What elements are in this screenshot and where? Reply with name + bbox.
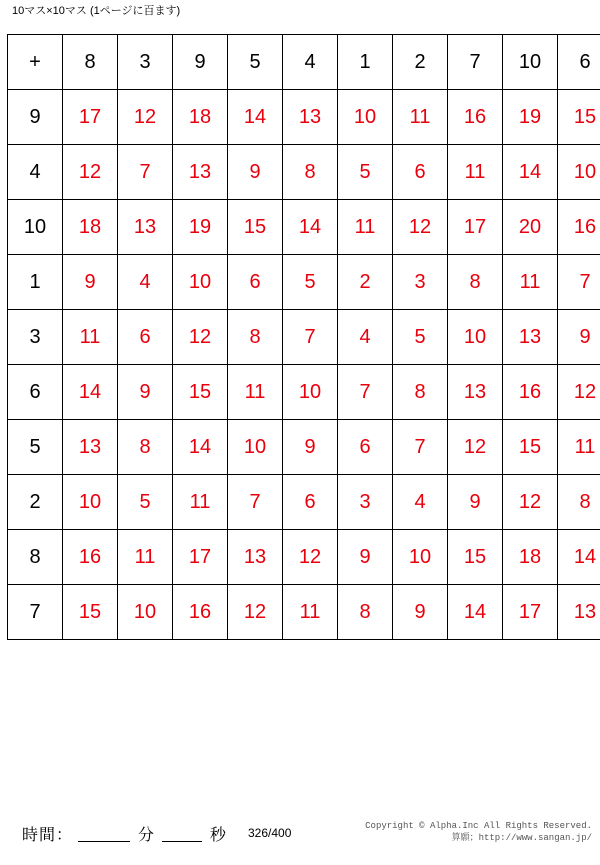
answer-cell-2-3[interactable]: 15 [228, 200, 283, 255]
col-header-6: 2 [393, 35, 448, 90]
answer-cell-6-1[interactable]: 8 [118, 420, 173, 475]
table-row [8, 365, 600, 420]
answer-cell-4-9[interactable]: 9 [558, 310, 600, 365]
answer-cell-7-3[interactable]: 7 [228, 475, 283, 530]
row-header-2: 10 [8, 200, 63, 255]
answer-cell-8-7[interactable]: 15 [448, 530, 503, 585]
answer-cell-2-2[interactable]: 19 [173, 200, 228, 255]
col-header-7: 7 [448, 35, 503, 90]
answer-cell-7-8[interactable]: 12 [503, 475, 558, 530]
answer-cell-3-0[interactable]: 9 [63, 255, 118, 310]
minutes-blank[interactable] [78, 823, 130, 842]
answer-cell-4-4[interactable]: 7 [283, 310, 338, 365]
answer-cell-2-9[interactable]: 16 [558, 200, 600, 255]
answer-cell-2-8[interactable]: 20 [503, 200, 558, 255]
copyright-block [365, 820, 592, 844]
row-header-9: 7 [8, 585, 63, 640]
col-header-0: 8 [63, 35, 118, 90]
answer-cell-7-9[interactable]: 8 [558, 475, 600, 530]
table-row [8, 475, 600, 530]
answer-cell-7-0[interactable]: 10 [63, 475, 118, 530]
seconds-blank[interactable] [162, 823, 202, 842]
answer-cell-5-5[interactable]: 7 [338, 365, 393, 420]
table-row [8, 90, 600, 145]
row-header-5: 6 [8, 365, 63, 420]
answer-cell-2-6[interactable]: 12 [393, 200, 448, 255]
row-header-1: 4 [8, 145, 63, 200]
operator-cell: + [8, 35, 63, 90]
col-header-1: 3 [118, 35, 173, 90]
answer-cell-8-1[interactable]: 11 [118, 530, 173, 585]
answer-cell-3-5[interactable]: 2 [338, 255, 393, 310]
answer-cell-8-8[interactable]: 18 [503, 530, 558, 585]
answer-cell-0-8[interactable]: 19 [503, 90, 558, 145]
answer-cell-4-1[interactable]: 6 [118, 310, 173, 365]
answer-cell-3-9[interactable]: 7 [558, 255, 600, 310]
answer-cell-5-2[interactable]: 15 [173, 365, 228, 420]
page-number: 326/400 [248, 826, 292, 840]
site-url-line: 算願；http://www.sangan.jp/ [451, 833, 592, 843]
answer-cell-0-0[interactable]: 17 [63, 90, 118, 145]
answer-cell-4-5[interactable]: 4 [338, 310, 393, 365]
answer-cell-5-9[interactable]: 12 [558, 365, 600, 420]
answer-cell-7-2[interactable]: 11 [173, 475, 228, 530]
answer-cell-1-5[interactable]: 5 [338, 145, 393, 200]
answer-cell-8-4[interactable]: 12 [283, 530, 338, 585]
answer-cell-9-2[interactable]: 16 [173, 585, 228, 640]
col-header-5: 1 [338, 35, 393, 90]
row-header-0: 9 [8, 90, 63, 145]
table-row [8, 145, 600, 200]
answer-cell-1-9[interactable]: 10 [558, 145, 600, 200]
answer-cell-6-0[interactable]: 13 [63, 420, 118, 475]
col-header-2: 9 [173, 35, 228, 90]
answer-cell-1-8[interactable]: 14 [503, 145, 558, 200]
answer-cell-4-2[interactable]: 12 [173, 310, 228, 365]
page-title: 10マス×10マス (1ページに百ます) [12, 5, 181, 17]
answer-cell-0-1[interactable]: 12 [118, 90, 173, 145]
answer-cell-1-6[interactable]: 6 [393, 145, 448, 200]
answer-cell-6-2[interactable]: 14 [173, 420, 228, 475]
answer-cell-2-5[interactable]: 11 [338, 200, 393, 255]
answer-cell-1-7[interactable]: 11 [448, 145, 503, 200]
answer-cell-5-7[interactable]: 13 [448, 365, 503, 420]
answer-cell-2-1[interactable]: 13 [118, 200, 173, 255]
answer-cell-0-9[interactable]: 15 [558, 90, 600, 145]
time-record-line [22, 822, 229, 845]
answer-cell-9-5[interactable]: 8 [338, 585, 393, 640]
answer-cell-0-6[interactable]: 11 [393, 90, 448, 145]
table-header-row [8, 35, 600, 90]
answer-cell-8-0[interactable]: 16 [63, 530, 118, 585]
answer-cell-9-7[interactable]: 14 [448, 585, 503, 640]
answer-cell-5-1[interactable]: 9 [118, 365, 173, 420]
row-header-7: 2 [8, 475, 63, 530]
answer-cell-6-5[interactable]: 6 [338, 420, 393, 475]
col-header-8: 10 [503, 35, 558, 90]
answer-cell-3-1[interactable]: 4 [118, 255, 173, 310]
answer-cell-9-8[interactable]: 17 [503, 585, 558, 640]
answer-cell-2-4[interactable]: 14 [283, 200, 338, 255]
answer-cell-9-1[interactable]: 10 [118, 585, 173, 640]
hundred-squares-table [7, 34, 600, 640]
answer-cell-8-5[interactable]: 9 [338, 530, 393, 585]
answer-cell-0-7[interactable]: 16 [448, 90, 503, 145]
table-row [8, 310, 600, 365]
row-header-4: 3 [8, 310, 63, 365]
answer-cell-8-6[interactable]: 10 [393, 530, 448, 585]
answer-cell-3-4[interactable]: 5 [283, 255, 338, 310]
answer-cell-0-3[interactable]: 14 [228, 90, 283, 145]
answer-cell-1-4[interactable]: 8 [283, 145, 338, 200]
answer-cell-3-8[interactable]: 11 [503, 255, 558, 310]
answer-cell-9-0[interactable]: 15 [63, 585, 118, 640]
answer-cell-6-4[interactable]: 9 [283, 420, 338, 475]
answer-cell-1-2[interactable]: 13 [173, 145, 228, 200]
answer-cell-4-3[interactable]: 8 [228, 310, 283, 365]
answer-cell-4-8[interactable]: 13 [503, 310, 558, 365]
answer-cell-3-3[interactable]: 6 [228, 255, 283, 310]
answer-cell-5-6[interactable]: 8 [393, 365, 448, 420]
answer-cell-9-9[interactable]: 13 [558, 585, 600, 640]
copyright-line: Copyright © Alpha.Inc All Rights Reserved. [365, 821, 592, 831]
answer-cell-9-6[interactable]: 9 [393, 585, 448, 640]
answer-cell-8-3[interactable]: 13 [228, 530, 283, 585]
time-label: 時間： [22, 827, 74, 844]
answer-cell-3-7[interactable]: 8 [448, 255, 503, 310]
answer-cell-5-4[interactable]: 10 [283, 365, 338, 420]
answer-cell-4-7[interactable]: 10 [448, 310, 503, 365]
table-row [8, 200, 600, 255]
answer-cell-0-4[interactable]: 13 [283, 90, 338, 145]
answer-cell-7-1[interactable]: 5 [118, 475, 173, 530]
answer-cell-4-0[interactable]: 11 [63, 310, 118, 365]
answer-cell-0-2[interactable]: 18 [173, 90, 228, 145]
answer-cell-7-4[interactable]: 6 [283, 475, 338, 530]
answer-cell-8-9[interactable]: 14 [558, 530, 600, 585]
answer-cell-5-3[interactable]: 11 [228, 365, 283, 420]
answer-cell-2-7[interactable]: 17 [448, 200, 503, 255]
table-row [8, 530, 600, 585]
row-header-6: 5 [8, 420, 63, 475]
answer-cell-3-6[interactable]: 3 [393, 255, 448, 310]
answer-cell-6-6[interactable]: 7 [393, 420, 448, 475]
answer-cell-5-0[interactable]: 14 [63, 365, 118, 420]
answer-cell-6-8[interactable]: 15 [503, 420, 558, 475]
answer-cell-6-3[interactable]: 10 [228, 420, 283, 475]
table-row [8, 255, 600, 310]
row-header-8: 8 [8, 530, 63, 585]
col-header-9: 6 [558, 35, 600, 90]
page-footer [0, 812, 600, 865]
table-row [8, 585, 600, 640]
answer-cell-7-5[interactable]: 3 [338, 475, 393, 530]
answer-cell-1-0[interactable]: 12 [63, 145, 118, 200]
answer-cell-1-3[interactable]: 9 [228, 145, 283, 200]
answer-cell-0-5[interactable]: 10 [338, 90, 393, 145]
col-header-4: 4 [283, 35, 338, 90]
answer-cell-6-7[interactable]: 12 [448, 420, 503, 475]
minutes-unit: 分 [137, 827, 155, 844]
table-row [8, 420, 600, 475]
answer-cell-9-4[interactable]: 11 [283, 585, 338, 640]
col-header-3: 5 [228, 35, 283, 90]
answer-cell-9-3[interactable]: 12 [228, 585, 283, 640]
answer-cell-7-7[interactable]: 9 [448, 475, 503, 530]
answer-cell-8-2[interactable]: 17 [173, 530, 228, 585]
answer-cell-4-6[interactable]: 5 [393, 310, 448, 365]
answer-cell-1-1[interactable]: 7 [118, 145, 173, 200]
answer-cell-3-2[interactable]: 10 [173, 255, 228, 310]
answer-cell-5-8[interactable]: 16 [503, 365, 558, 420]
row-header-3: 1 [8, 255, 63, 310]
answer-cell-2-0[interactable]: 18 [63, 200, 118, 255]
answer-cell-6-9[interactable]: 11 [558, 420, 600, 475]
answer-cell-7-6[interactable]: 4 [393, 475, 448, 530]
seconds-unit: 秒 [209, 827, 227, 844]
